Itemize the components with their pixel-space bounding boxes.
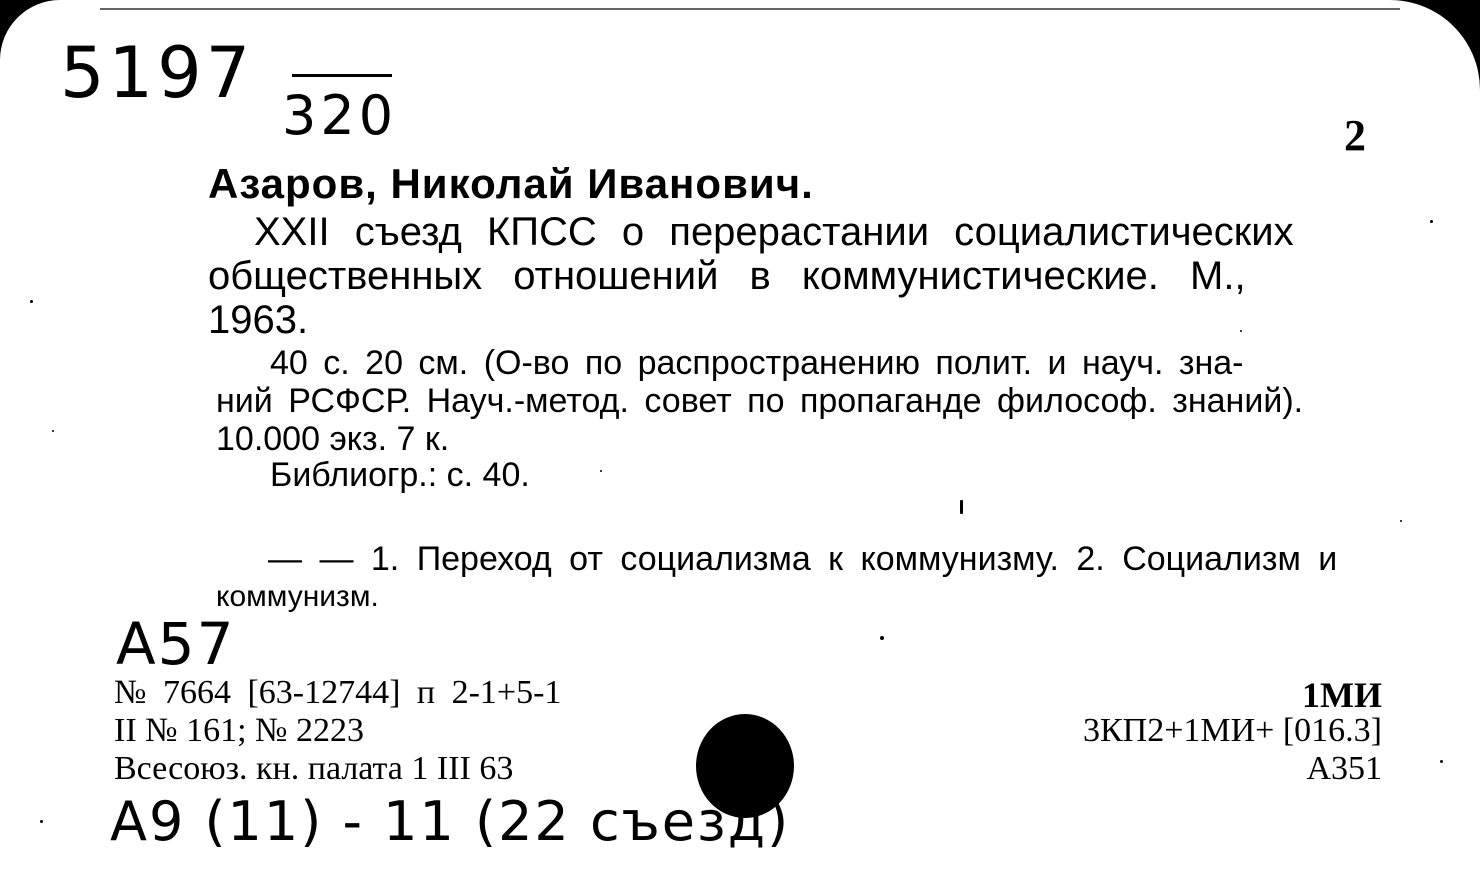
classification-line-3: А351 [1306, 750, 1382, 787]
call-number-main: 5197 [60, 32, 255, 114]
registration-line-3: Всесоюз. кн. палата 1 III 63 [114, 750, 514, 787]
registration-line-1: № 7664 [63-12744] п 2-1+5-1 [114, 674, 562, 711]
registration-line-2: II № 161; № 2223 [114, 712, 364, 749]
scan-edge [100, 8, 1400, 10]
scan-speck [1440, 760, 1443, 763]
author-heading: Азаров, Николай Иванович. [208, 160, 814, 207]
scan-speck [40, 820, 43, 823]
description-line-2: ний РСФСР. Науч.-метод. совет по пропаганде философ. знаний). [216, 382, 1304, 420]
classification-line-1: 1МИ [1302, 675, 1382, 715]
call-number-divider [292, 74, 392, 77]
scan-speck [52, 430, 54, 432]
subjects-line-2: коммунизм. [216, 580, 379, 613]
scan-speck [880, 636, 884, 640]
description-line-3: 10.000 экз. 7 к. [216, 420, 450, 458]
description-line-1: 40 с. 20 см. (О-во по распространению полит. и науч. зна- [270, 344, 1244, 382]
scan-speck [1400, 520, 1402, 522]
title-line-2: общественных отношений в коммунистические. М., [208, 254, 1246, 298]
scan-speck [960, 500, 963, 514]
description-line-4: Библиогр.: с. 40. [270, 456, 530, 494]
title-line-1: XXII съезд КПСС о перерастании социалистических [254, 210, 1294, 254]
handwritten-note: A9 (11) - 11 (22 съезд) [110, 790, 791, 853]
card-number: 2 [1344, 111, 1366, 160]
classification-line-2: 3КП2+1МИ+ [016.3] [1082, 712, 1382, 749]
handwritten-shelf-mark: A57 [116, 610, 236, 678]
scan-speck [1240, 330, 1242, 332]
title-line-3: 1963. [208, 298, 309, 342]
subjects-line-1: — — 1. Переход от социализма к коммунизму. 2. Социализм и [268, 540, 1338, 578]
scan-speck [1430, 220, 1433, 223]
scan-speck [30, 300, 33, 303]
scan-speck [600, 470, 602, 472]
call-number-sub: 320 [282, 84, 398, 147]
